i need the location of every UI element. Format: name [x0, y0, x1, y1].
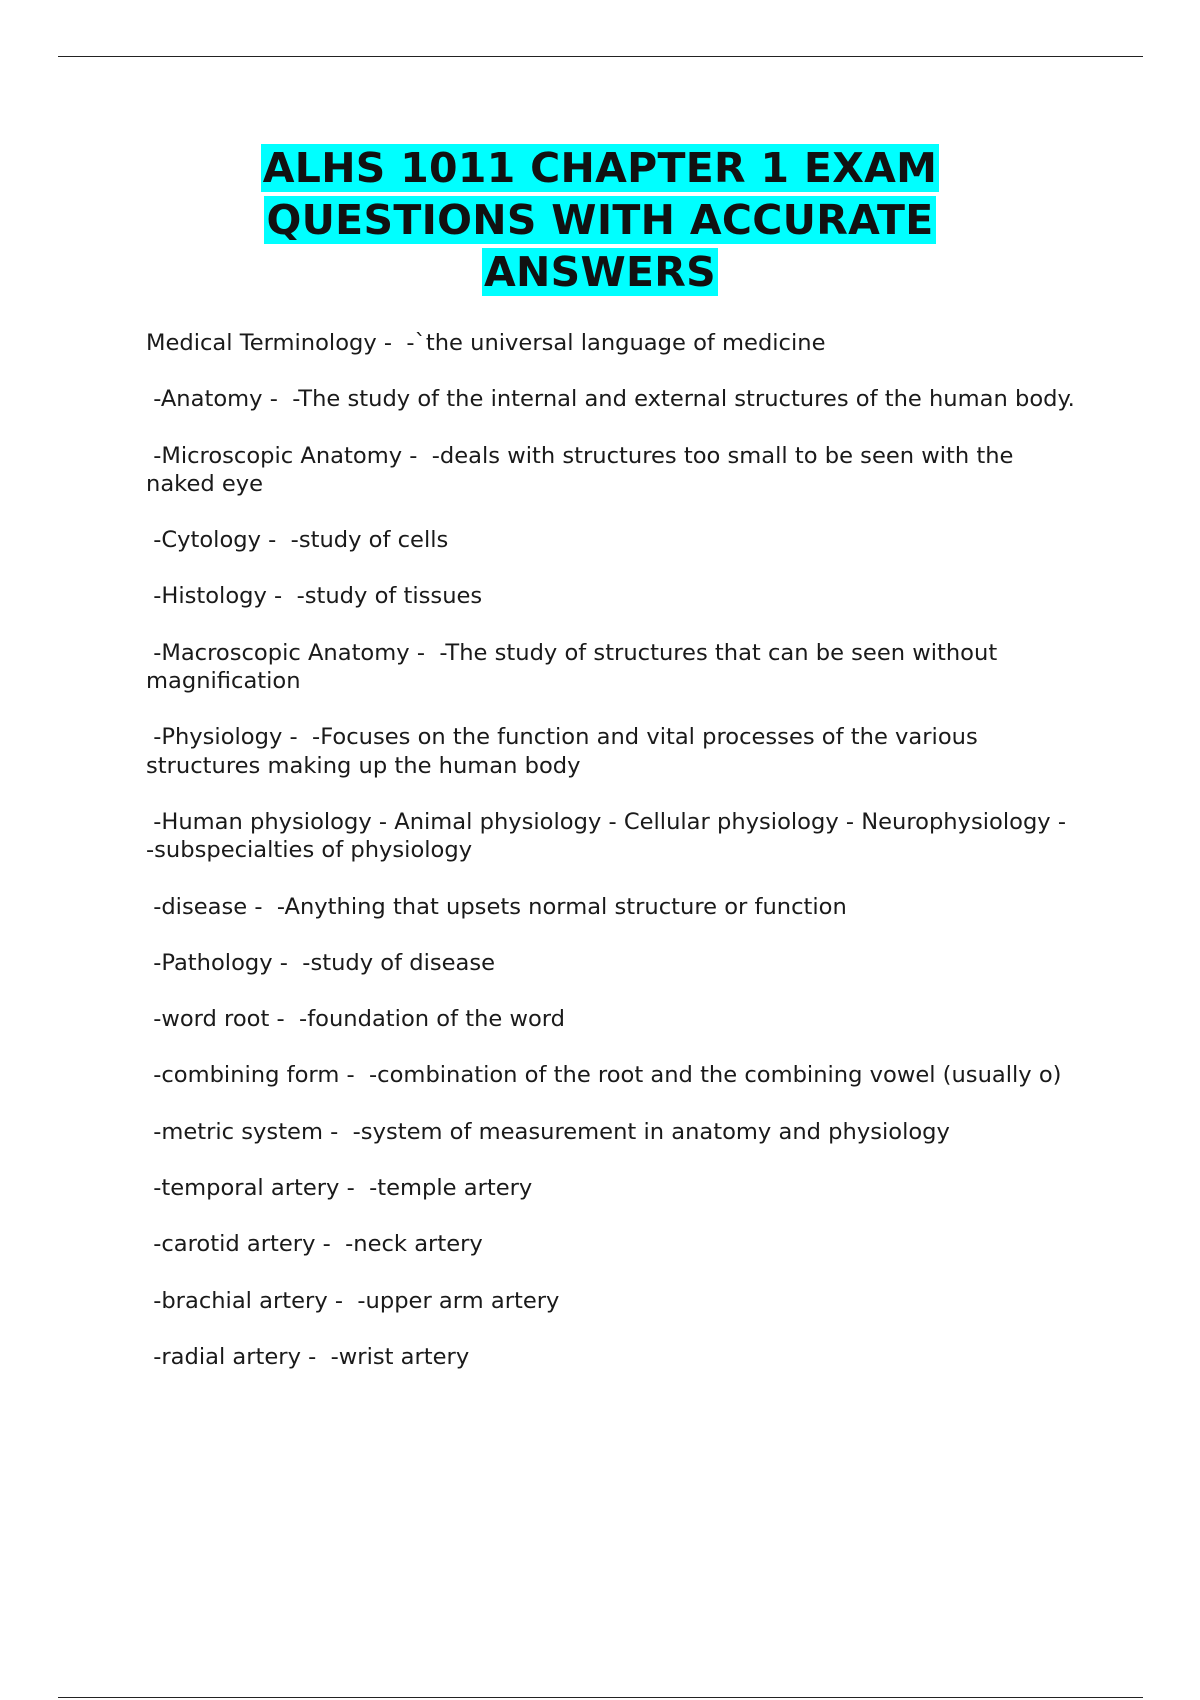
entry-microscopic-anatomy: -Microscopic Anatomy - -deals with structures too small to be seen with the naked eye	[146, 442, 1021, 497]
bottom-rule	[58, 1697, 1143, 1698]
entry-radial-artery: -radial artery - -wrist artery	[146, 1343, 470, 1370]
entry-combining-form: -combining form - -combination of the root and the combining vowel (usually o)	[146, 1062, 1062, 1089]
title-line-3: ANSWERS	[483, 248, 716, 296]
entry-cytology: -Cytology - -study of cells	[146, 527, 449, 554]
entry-pathology: -Pathology - -study of disease	[146, 949, 496, 976]
document-title	[0, 142, 1200, 298]
entry-metric-system: -metric system - -system of measurement in anatomy and physiology	[146, 1118, 950, 1145]
entry-histology: -Histology - -study of tissues	[146, 583, 483, 610]
entry-word-root: -word root - -foundation of the word	[146, 1006, 566, 1033]
definition-list	[146, 329, 1086, 1399]
entry-macroscopic-anatomy: -Macroscopic Anatomy - -The study of structures that can be seen without magnification	[146, 639, 1005, 695]
entry-physiology-subspecialties: -Human physiology - Animal physiology - Cellular physiology - Neurophysiology - -subspecialties of physiology	[146, 808, 1081, 864]
entry-temporal-artery: -temporal artery - -temple artery	[146, 1175, 533, 1202]
entry-physiology: -Physiology - -Focuses on the function and vital processes of the various structures making up the human body	[146, 724, 985, 779]
entry-brachial-artery: -brachial artery - -upper arm artery	[146, 1287, 560, 1314]
entry-medical-terminology: Medical Terminology - -`the universal language of medicine	[146, 330, 826, 356]
entry-anatomy: -Anatomy - -The study of the internal and external structures of the human body.	[146, 386, 1075, 413]
entry-carotid-artery: -carotid artery - -neck artery	[146, 1231, 483, 1258]
title-line-2: QUESTIONS WITH ACCURATE	[266, 196, 934, 244]
top-rule	[58, 56, 1143, 57]
entry-disease: -disease - -Anything that upsets normal structure or function	[146, 893, 847, 920]
title-line-1: ALHS 1011 CHAPTER 1 EXAM	[262, 144, 938, 192]
